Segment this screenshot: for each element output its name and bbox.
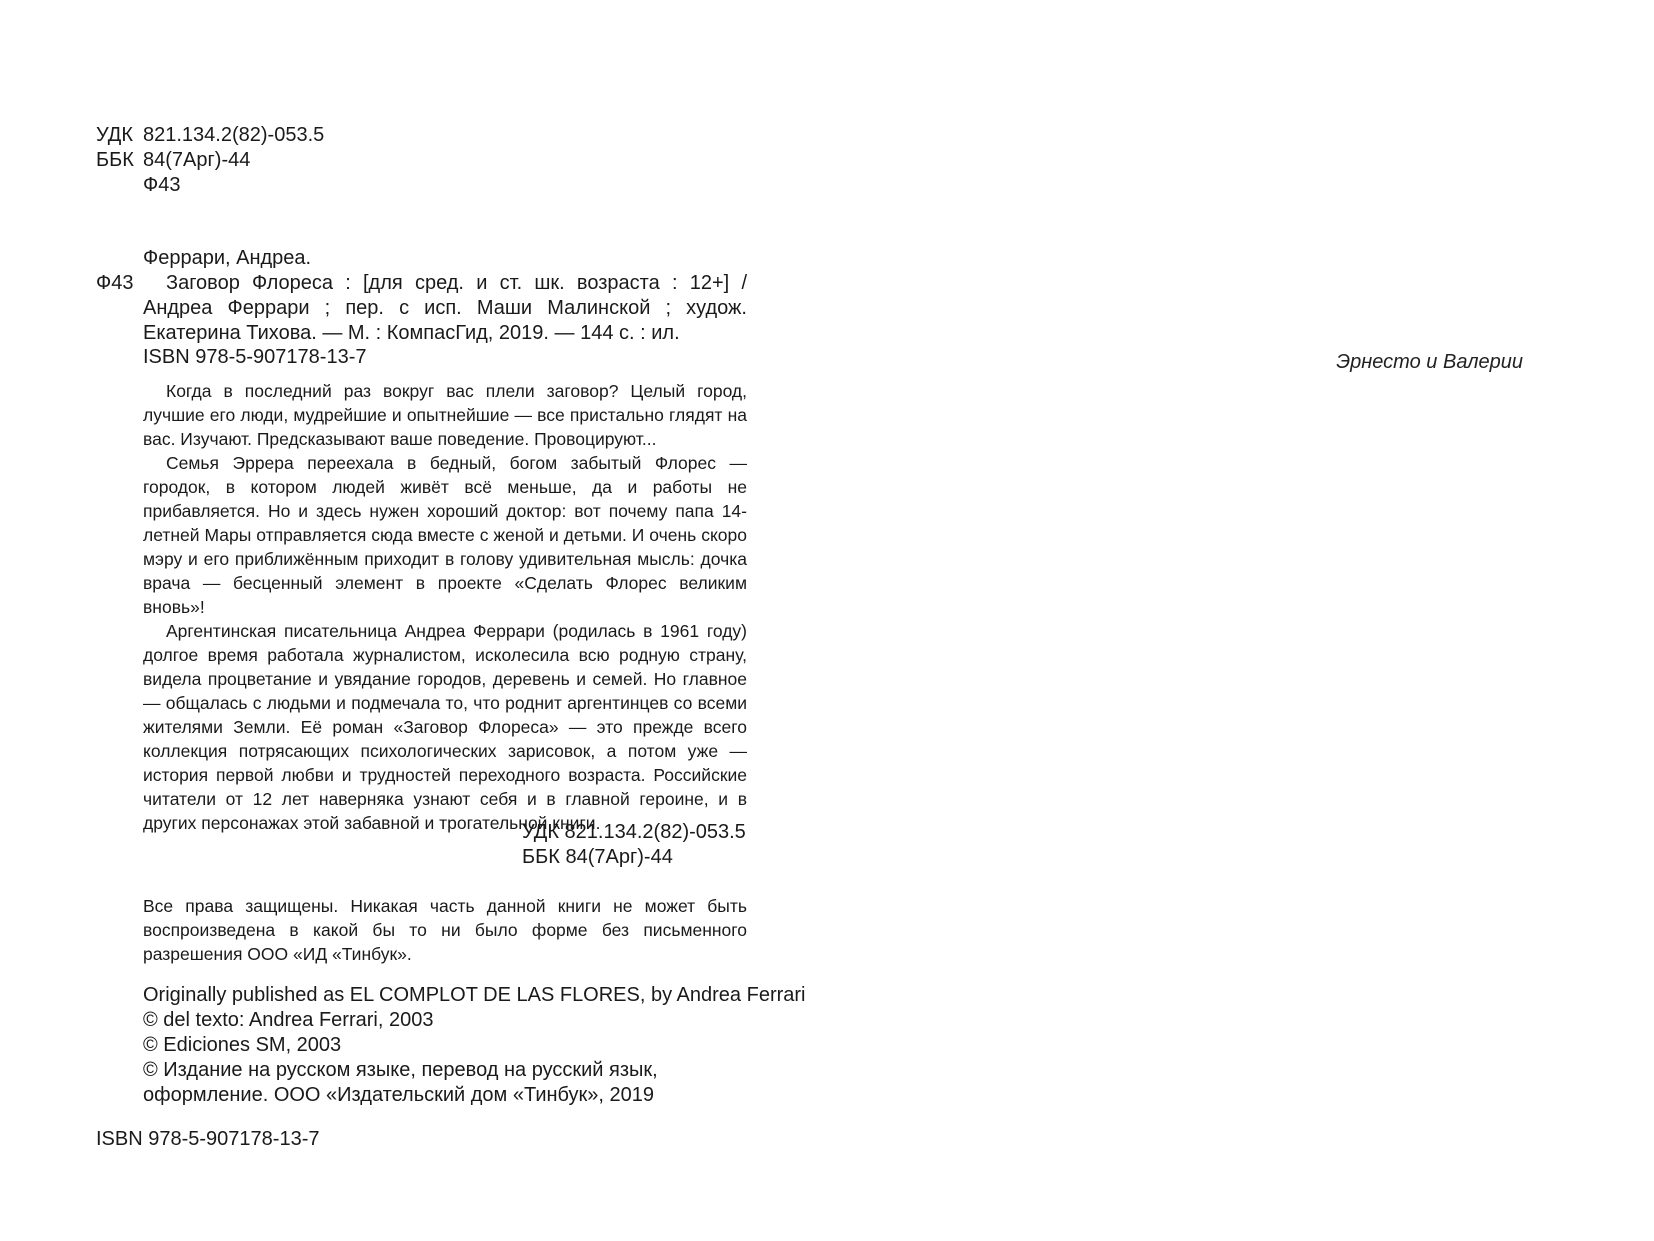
annotation <box>143 379 747 835</box>
udk-label: УДК <box>96 124 134 146</box>
annotation-paragraph-1: Когда в последний раз вокруг вас плели заговор? Целый город, лучшие его люди, мудрейшие и опытнейшие — все пристально глядят на вас. Изучают. Предсказывают ваше поведение. Провоцируют... <box>143 381 747 449</box>
isbn-top: ISBN 978-5-907178-13-7 <box>143 346 367 368</box>
rights-notice: Все права защищены. Никакая часть данной книги не может быть воспроизведена в какой бы то ни было форме без письменного разрешения ООО «ИД «Тинбук». <box>143 896 747 964</box>
udk-row <box>96 123 324 148</box>
bibliographic-description: Заговор Флореса : [для сред. и ст. шк. возраста : 12+] / Андреа Феррари ; пер. с исп. Маши Малинской ; худож. Екатерина Тихова. — М. : КомпасГид, 2019. — 144 с. : ил. <box>143 272 747 344</box>
catalog-code: Ф43 <box>96 272 134 294</box>
bbk-label: ББК <box>96 149 134 171</box>
original-publication: Originally published as EL COMPLOT DE LAS FLORES, by Andrea Ferrari <box>143 984 806 1006</box>
dedication-page <box>827 0 1654 1241</box>
isbn-bottom: ISBN 978-5-907178-13-7 <box>96 1128 320 1150</box>
annotation-paragraph-2: Семья Эррера переехала в бедный, богом забытый Флорес — городок, в котором людей живёт всё меньше, да и работы не прибавляется. Но и здесь нужен хороший доктор: вот почему папа 14-летней Мары отправляется сюда вместе с женой и детьми. И очень скоро мэру и его приближённым приходит в голову удивительная мысль: дочка врача — бесценный элемент в проекте «Сделать Флорес великим вновь»! <box>143 453 747 617</box>
annotation-paragraph-3: Аргентинская писательница Андреа Феррари (родилась в 1961 году) долгое время работала журналистом, исколесила всю родную страну, видела процветание и увядание городов, деревень и семей. Но главное — общалась с людьми и подмечала то, что роднит аргентинцев со всеми жителями Земли. Её роман «Заговор Флореса» — это прежде всего коллекция потрясающих психологических зарисовок, а потом уже — история первой любви и трудностей переходного возраста. Российские читатели от 12 лет наверняка узнают себя и в главной героине, и в других персонажах этой забавной и трогательной книги. <box>143 621 747 833</box>
udk-bottom: УДК 821.134.2(82)-053.5 <box>522 821 746 843</box>
bbk-value: 84(7Арг)-44 <box>143 149 251 171</box>
bbk-bottom: ББК 84(7Арг)-44 <box>522 846 673 868</box>
copyright-block <box>143 983 806 1108</box>
author-heading: Феррари, Андреа. <box>143 247 312 269</box>
udk-value: 821.134.2(82)-053.5 <box>143 124 325 146</box>
author-mark-label <box>96 173 143 198</box>
author-mark-value: Ф43 <box>143 174 181 196</box>
copyright-ediciones: © Ediciones SM, 2003 <box>143 1034 342 1056</box>
classification-bottom <box>522 820 746 870</box>
copyright-text: © del texto: Andrea Ferrari, 2003 <box>143 1009 434 1031</box>
author-mark-row <box>96 173 324 198</box>
bbk-row <box>96 148 324 173</box>
copyright-russian-edition: © Издание на русском языке, перевод на русский язык, оформление. ООО «Издательский дом «Тинбук», 2019 <box>143 1059 658 1106</box>
classification-block <box>96 123 324 198</box>
dedication: Эрнесто и Валерии <box>1336 351 1523 373</box>
